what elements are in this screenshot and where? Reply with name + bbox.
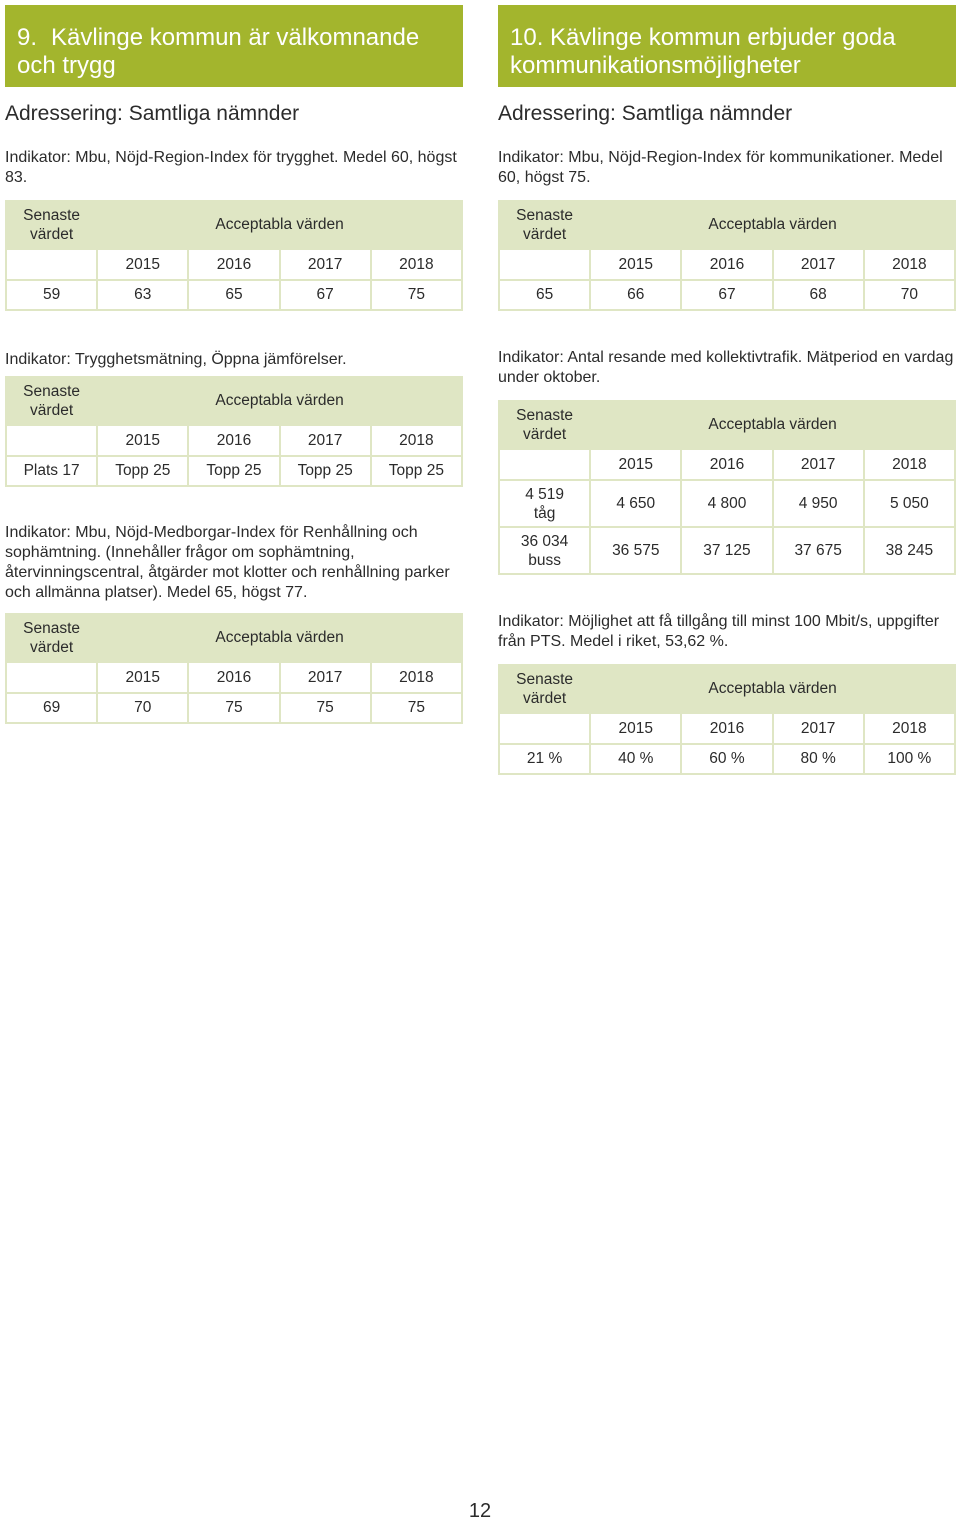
value-cell: 75 <box>188 693 279 723</box>
indicator-text: Indikator: Trygghetsmätning, Öppna jämförelser. <box>5 351 347 368</box>
indicator-text: Indikator: Mbu, Nöjd-Region-Index för kommunikationer. Medel 60, högst 75. <box>498 149 943 186</box>
section-title: Kävlinge kommun erbjuder goda kommunikationsmöjligheter <box>510 24 896 79</box>
section-9 <box>5 0 463 724</box>
value-cell: 4 650 <box>590 480 681 527</box>
latest-value-header: Senaste värdet <box>499 201 590 249</box>
value-cell: 4 950 <box>773 480 864 527</box>
values-table <box>5 613 463 724</box>
section-number: 9. <box>17 24 38 51</box>
values-table <box>5 376 463 487</box>
indicator-text: Indikator: Antal resande med kollektivtrafik. Mätperiod en vardag under oktober. <box>498 349 954 386</box>
year-cell: 2017 <box>280 249 371 280</box>
year-cell: 2018 <box>371 249 462 280</box>
acceptable-values-header: Acceptabla värden <box>97 377 462 425</box>
value-cell: Topp 25 <box>371 456 462 486</box>
latest-value-cell: 36 034 buss <box>499 527 590 574</box>
value-cell: 66 <box>590 280 681 310</box>
latest-value-cell: 59 <box>6 280 97 310</box>
value-cell: 65 <box>188 280 279 310</box>
latest-value-header: Senaste värdet <box>499 665 590 713</box>
year-cell: 2015 <box>590 249 681 280</box>
empty-cell <box>6 425 97 456</box>
value-cell: 75 <box>371 693 462 723</box>
year-cell: 2015 <box>590 713 681 744</box>
year-cell: 2016 <box>681 713 772 744</box>
acceptable-values-header: Acceptabla värden <box>590 201 955 249</box>
year-cell: 2018 <box>371 425 462 456</box>
latest-value-cell: 4 519 tåg <box>499 480 590 527</box>
value-cell: 60 % <box>681 744 772 774</box>
year-cell: 2017 <box>773 449 864 480</box>
empty-cell <box>499 249 590 280</box>
year-cell: 2016 <box>681 449 772 480</box>
year-cell: 2018 <box>864 449 955 480</box>
empty-cell <box>6 662 97 693</box>
section-title: Kävlinge kommun är välkomnande och trygg <box>17 24 420 79</box>
value-cell: 40 % <box>590 744 681 774</box>
value-cell: 4 800 <box>681 480 772 527</box>
values-table <box>498 200 956 311</box>
year-cell: 2018 <box>864 249 955 280</box>
value-cell: 5 050 <box>864 480 955 527</box>
section-10 <box>498 0 956 775</box>
value-cell: 75 <box>280 693 371 723</box>
value-cell: 36 575 <box>590 527 681 574</box>
value-cell: 68 <box>773 280 864 310</box>
empty-cell <box>499 713 590 744</box>
value-cell: Topp 25 <box>97 456 188 486</box>
value-cell: 67 <box>681 280 772 310</box>
empty-cell <box>499 449 590 480</box>
acceptable-values-header: Acceptabla värden <box>590 665 955 713</box>
section-10-banner <box>498 5 956 87</box>
value-cell: 37 125 <box>681 527 772 574</box>
value-cell: Topp 25 <box>188 456 279 486</box>
latest-value-header: Senaste värdet <box>499 401 590 449</box>
year-cell: 2018 <box>371 662 462 693</box>
latest-value-cell: Plats 17 <box>6 456 97 486</box>
year-cell: 2016 <box>188 662 279 693</box>
year-cell: 2015 <box>97 425 188 456</box>
year-cell: 2015 <box>590 449 681 480</box>
values-table <box>5 200 463 311</box>
values-table <box>498 400 956 575</box>
year-cell: 2016 <box>188 425 279 456</box>
latest-value-cell: 21 % <box>499 744 590 774</box>
value-cell: Topp 25 <box>280 456 371 486</box>
acceptable-values-header: Acceptabla värden <box>97 614 462 662</box>
latest-value-header: Senaste värdet <box>6 614 97 662</box>
value-cell: 63 <box>97 280 188 310</box>
page-number: 12 <box>468 1500 492 1522</box>
indicator-text: Indikator: Möjlighet att få tillgång till minst 100 Mbit/s, uppgifter från PTS. Medel i riket, 53,62 %. <box>498 613 940 650</box>
addressing: Adressering: Samtliga nämnder <box>5 102 300 125</box>
indicator-text: Indikator: Mbu, Nöjd-Medborgar-Index för Renhållning och sophämtning. (Innehåller frågor om sophämtning, återvinningscentral, åtgärder mot klotter och renhållning parker och allmänna platser). Medel 65, högst 77. <box>5 524 450 601</box>
value-cell: 70 <box>97 693 188 723</box>
value-cell: 37 675 <box>773 527 864 574</box>
addressing: Adressering: Samtliga nämnder <box>498 102 793 125</box>
empty-cell <box>6 249 97 280</box>
year-cell: 2018 <box>864 713 955 744</box>
year-cell: 2016 <box>681 249 772 280</box>
section-number: 10. <box>510 24 544 51</box>
indicator-text: Indikator: Mbu, Nöjd-Region-Index för trygghet. Medel 60, högst 83. <box>5 149 457 186</box>
latest-value-header: Senaste värdet <box>6 377 97 425</box>
latest-value-cell: 65 <box>499 280 590 310</box>
value-cell: 67 <box>280 280 371 310</box>
section-9-banner <box>5 5 463 87</box>
year-cell: 2016 <box>188 249 279 280</box>
value-cell: 75 <box>371 280 462 310</box>
values-table <box>498 664 956 775</box>
latest-value-cell: 69 <box>6 693 97 723</box>
value-cell: 80 % <box>773 744 864 774</box>
year-cell: 2017 <box>773 249 864 280</box>
latest-value-header: Senaste värdet <box>6 201 97 249</box>
acceptable-values-header: Acceptabla värden <box>97 201 462 249</box>
value-cell: 70 <box>864 280 955 310</box>
value-cell: 100 % <box>864 744 955 774</box>
year-cell: 2015 <box>97 662 188 693</box>
year-cell: 2017 <box>773 713 864 744</box>
acceptable-values-header: Acceptabla värden <box>590 401 955 449</box>
year-cell: 2017 <box>280 425 371 456</box>
year-cell: 2015 <box>97 249 188 280</box>
year-cell: 2017 <box>280 662 371 693</box>
value-cell: 38 245 <box>864 527 955 574</box>
